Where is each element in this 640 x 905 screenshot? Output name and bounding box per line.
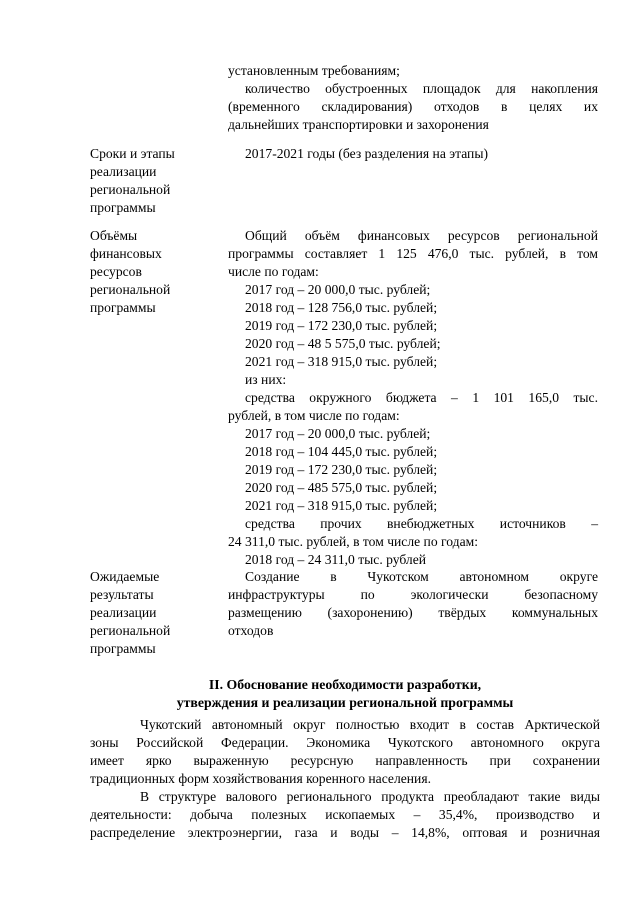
top-line-4: дальнейших транспортировки и захоронения	[228, 117, 489, 132]
terms-label-line: Сроки и этапы	[90, 146, 175, 161]
paragraph-line: имеет ярко выраженную ресурсную направленность при сохранении	[90, 753, 600, 768]
terms-label-line: региональной	[90, 182, 171, 197]
results-label-line: региональной	[90, 623, 171, 638]
funding-line: 2018 год – 128 756,0 тыс. рублей;	[245, 300, 438, 315]
funding-label-line: ресурсов	[90, 264, 142, 279]
paragraph-line: зоны Российской Федерации. Экономика Чукотского автономного округа	[90, 735, 600, 750]
funding-line: из них:	[245, 372, 287, 387]
funding-value	[228, 227, 598, 569]
results-line: Создание в Чукотском автономном округе	[245, 569, 598, 584]
funding-line: числе по годам:	[228, 264, 319, 279]
terms-value	[228, 145, 598, 163]
top-line-1: установленным требованиям;	[228, 63, 400, 78]
funding-line: 2017 год – 20 000,0 тыс. рублей;	[245, 426, 431, 441]
results-label-line: программы	[90, 641, 156, 656]
funding-line: 2019 год – 172 230,0 тыс. рублей;	[245, 318, 438, 333]
paragraph-line: Чукотский автономный округ полностью входит в состав Арктической	[140, 717, 600, 732]
paragraph-line: распределение электроэнергии, газа и воды – 14,8%, оптовая и розничная	[90, 825, 600, 840]
section-title-line-1: II. Обоснование необходимости разработки,	[208, 677, 482, 692]
top-fragment	[228, 62, 598, 134]
funding-label-line: финансовых	[90, 246, 162, 261]
results-line: инфраструктуры по экологически безопасному	[228, 587, 598, 602]
results-label	[90, 568, 220, 658]
results-line: отходов	[228, 623, 274, 638]
funding-line: Общий объём финансовых ресурсов региональной	[245, 228, 598, 243]
funding-label-line: региональной	[90, 282, 171, 297]
paragraph-line: деятельности: добыча полезных ископаемых – 35,4%, производство и	[90, 807, 600, 822]
funding-line: 2018 год – 24 311,0 тыс. рублей	[245, 552, 427, 567]
terms-label-line: реализации	[90, 164, 157, 179]
section-title-line-2: утверждения и реализации региональной программы	[176, 695, 514, 710]
funding-label	[90, 227, 220, 317]
paragraph-line: традиционных форм хозяйствования коренного населения.	[90, 771, 431, 786]
terms-value-text: 2017-2021 годы (без разделения на этапы)	[245, 146, 488, 161]
funding-line: средства прочих внебюджетных источников –	[245, 516, 598, 531]
funding-label-line: Объёмы	[90, 228, 138, 243]
section-heading	[90, 676, 600, 712]
funding-line: рублей, в том числе по годам:	[228, 408, 400, 423]
funding-line: 2021 год – 318 915,0 тыс. рублей;	[245, 498, 438, 513]
funding-line: 2019 год – 172 230,0 тыс. рублей;	[245, 462, 438, 477]
results-label-line: реализации	[90, 605, 157, 620]
funding-label-line: программы	[90, 300, 156, 315]
funding-line: 2017 год – 20 000,0 тыс. рублей;	[245, 282, 431, 297]
results-label-line: Ожидаемые	[90, 569, 160, 584]
funding-line: 2021 год – 318 915,0 тыс. рублей;	[245, 354, 438, 369]
terms-label	[90, 145, 220, 217]
top-line-2: количество обустроенных площадок для накопления	[245, 81, 598, 96]
body-paragraph-1	[90, 716, 600, 788]
top-line-3: (временного складирования) отходов в целях их	[228, 99, 598, 114]
body-paragraph-2	[90, 788, 600, 842]
results-label-line: результаты	[90, 587, 154, 602]
results-line: размещению (захоронению) твёрдых коммунальных	[228, 605, 598, 620]
funding-line: 2020 год – 485 575,0 тыс. рублей;	[245, 480, 438, 495]
funding-line: 24 311,0 тыс. рублей, в том числе по годам:	[228, 534, 478, 549]
funding-line: 2018 год – 104 445,0 тыс. рублей;	[245, 444, 438, 459]
results-value	[228, 568, 598, 640]
funding-line: средства окружного бюджета – 1 101 165,0 тыс.	[245, 390, 598, 405]
paragraph-line: В структуре валового регионального продукта преобладают такие виды	[140, 789, 600, 804]
funding-line: 2020 год – 48 5 575,0 тыс. рублей;	[245, 336, 441, 351]
terms-label-line: программы	[90, 200, 156, 215]
funding-line: программы составляет 1 125 476,0 тыс. рублей, в том	[228, 246, 598, 261]
